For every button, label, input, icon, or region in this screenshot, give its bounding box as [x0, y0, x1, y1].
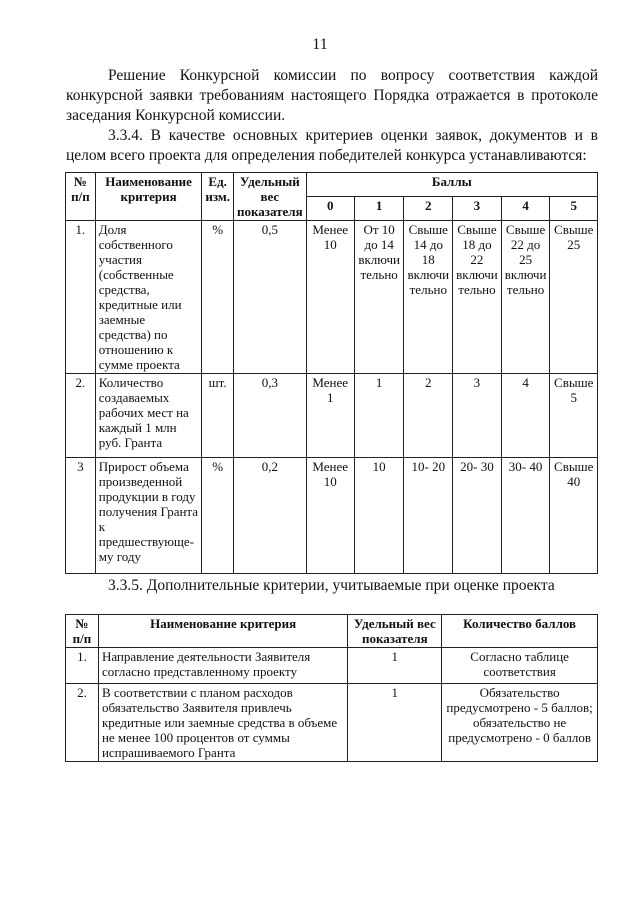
unit: шт. — [202, 374, 234, 458]
paragraph-text: Решение Конкурсной комиссии по вопросу соответствия каждой конкурсной заявки требованиям настоящего Порядка отражается в протоколе заседания Конкурсной комиссии. — [66, 67, 598, 124]
weight: 1 — [348, 648, 442, 684]
criterion-name: Доля собственного участия (собственные средства, кредитные или заемные средства) по отношению к сумме проекта — [95, 221, 202, 374]
score-4: Свыше 22 до 25 включи тельно — [501, 221, 550, 374]
header-score-0: 0 — [306, 197, 354, 221]
score-3: Свыше 18 до 22 включи тельно — [453, 221, 502, 374]
paragraph-additional-criteria: 3.3.5. Дополнительные критерии, учитываемые при оценке проекта — [108, 577, 555, 594]
header-score-3: 3 — [453, 197, 502, 221]
unit: % — [202, 221, 234, 374]
header-criterion-name: Наименование критерия — [98, 615, 347, 648]
row-num: 2. — [66, 684, 99, 762]
score-1: 10 — [354, 458, 404, 574]
score-3: 20- 30 — [453, 458, 502, 574]
header-points: Количество баллов — [442, 615, 598, 648]
points: Согласно таблице соответствия — [442, 648, 598, 684]
paragraph-commission-decision — [66, 66, 598, 126]
score-1: 1 — [354, 374, 404, 458]
row-num: 2. — [66, 374, 96, 458]
score-3: 3 — [453, 374, 502, 458]
row-num: 3 — [66, 458, 96, 574]
header-score-2: 2 — [404, 197, 453, 221]
header-weight: Удельный вес показателя — [233, 173, 306, 221]
header-criterion-name: Наименование критерия — [95, 173, 202, 221]
table-row — [66, 374, 598, 458]
score-2: 2 — [404, 374, 453, 458]
score-0: Менее 10 — [306, 458, 354, 574]
score-4: 4 — [501, 374, 550, 458]
weight: 1 — [348, 684, 442, 762]
header-unit: Ед. изм. — [202, 173, 234, 221]
page-number: 11 — [312, 36, 328, 53]
score-5: Свыше 25 — [550, 221, 598, 374]
score-0: Менее 10 — [306, 221, 354, 374]
header-score-4: 4 — [501, 197, 550, 221]
header-weight: Удельный вес показателя — [348, 615, 442, 648]
weight: 0,3 — [233, 374, 306, 458]
criterion-name: В соответствии с планом расходов обязательство Заявителя привлечь кредитные или заемные средства в объеме не менее 100 процентов от суммы испрашиваемого Гранта — [98, 684, 347, 762]
score-2: Свыше 14 до 18 включи тельно — [404, 221, 453, 374]
unit: % — [202, 458, 234, 574]
paragraph-text: 3.3.4. В качестве основных критериев оценки заявок, документов и в целом всего проекта для определения победителей конкурса устанавливаются: — [66, 127, 598, 164]
score-5: Свыше 5 — [550, 374, 598, 458]
points: Обязательство предусмотрено - 5 баллов; обязательство не предусмотрено - 0 баллов — [442, 684, 598, 762]
table-row — [66, 684, 598, 762]
header-scores: Баллы — [306, 173, 597, 197]
header-score-5: 5 — [550, 197, 598, 221]
row-num: 1. — [66, 221, 96, 374]
header-num: № п/п — [66, 615, 99, 648]
header-num: № п/п — [66, 173, 96, 221]
criterion-name: Прирост объема произведенной продукции в году получения Гранта к предшествующе- му году — [95, 458, 202, 574]
table-row — [66, 458, 598, 574]
score-4: 30- 40 — [501, 458, 550, 574]
row-num: 1. — [66, 648, 99, 684]
paragraph-main-criteria — [66, 126, 598, 166]
weight: 0,2 — [233, 458, 306, 574]
additional-criteria-table — [65, 614, 598, 762]
table-row — [66, 648, 598, 684]
score-0: Менее 1 — [306, 374, 354, 458]
criterion-name: Направление деятельности Заявителя согласно представленному проекту — [98, 648, 347, 684]
weight: 0,5 — [233, 221, 306, 374]
main-criteria-table — [65, 172, 598, 574]
table-row — [66, 221, 598, 374]
score-5: Свыше 40 — [550, 458, 598, 574]
score-2: 10- 20 — [404, 458, 453, 574]
score-1: От 10 до 14 включи тельно — [354, 221, 404, 374]
criterion-name: Количество создаваемых рабочих мест на каждый 1 млн руб. Гранта — [95, 374, 202, 458]
header-score-1: 1 — [354, 197, 404, 221]
